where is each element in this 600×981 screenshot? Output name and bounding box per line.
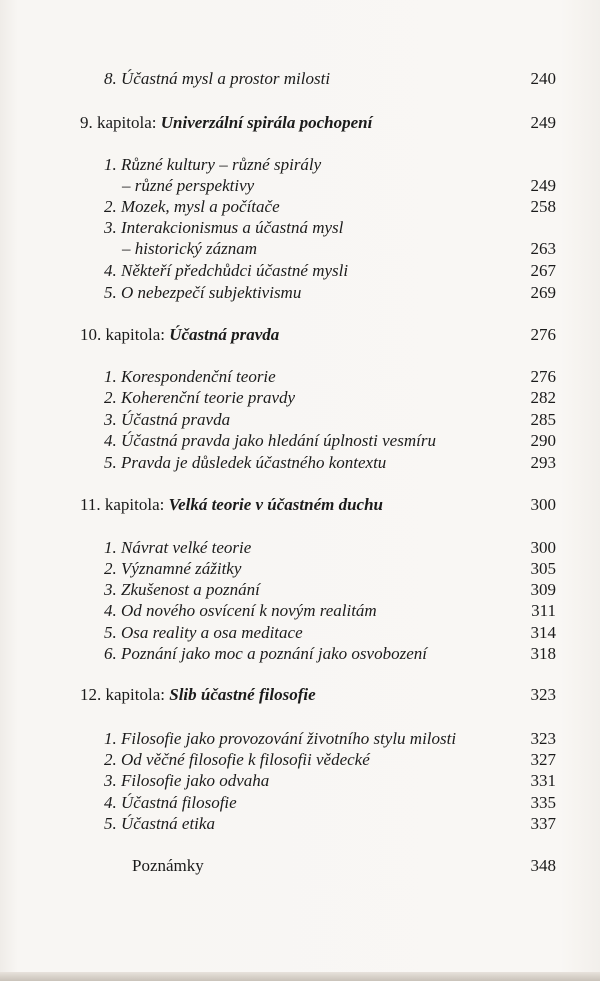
toc-entry-title: 3. Účastná pravda xyxy=(104,410,231,429)
toc-page-number: 337 xyxy=(530,814,556,833)
toc-entry xyxy=(0,68,600,90)
toc-page-number: 305 xyxy=(530,559,556,578)
toc-page-number: 293 xyxy=(530,453,556,472)
toc-page-number: 249 xyxy=(530,176,556,195)
toc-page-number: 267 xyxy=(530,261,556,280)
toc-entry xyxy=(0,643,600,665)
toc-page-number: 290 xyxy=(530,431,556,450)
toc-entry xyxy=(0,260,600,282)
chapter-label: 9. kapitola: xyxy=(80,113,161,132)
chapter-title: Slib účastné filosofie xyxy=(169,685,316,704)
toc-entry-title: 2. Významné zážitky xyxy=(104,559,242,578)
toc-entry xyxy=(0,282,600,304)
toc-entry xyxy=(0,770,600,792)
page-bottom-edge xyxy=(0,972,600,981)
toc-entry-title: 4. Účastná pravda jako hledání úplnosti vesmíru xyxy=(104,431,436,450)
toc-entry-title: 8. Účastná mysl a prostor milosti xyxy=(104,69,331,88)
toc-entry xyxy=(0,579,600,601)
toc-entry xyxy=(0,600,600,622)
toc-page-number: 269 xyxy=(530,283,556,302)
toc-entry xyxy=(0,366,600,388)
toc-entry xyxy=(0,728,600,750)
toc-page-number: 331 xyxy=(530,771,556,790)
toc-entry-title: Poznámky xyxy=(132,856,204,875)
toc-entry xyxy=(0,749,600,771)
toc-entry-title: 4. Někteří předchůdci účastné mysli xyxy=(104,261,349,280)
toc-page-number: 314 xyxy=(530,623,556,642)
toc-entry-title: – historický záznam xyxy=(122,239,258,258)
toc-entry xyxy=(0,196,600,218)
toc-entry-title: – různé perspektivy xyxy=(122,176,255,195)
toc-entry xyxy=(0,452,600,474)
toc-entry-title: 2. Od věčné filosofie k filosofii vědecké xyxy=(104,750,370,769)
toc-page-number: 309 xyxy=(530,580,556,599)
toc-chapter-heading xyxy=(0,112,600,134)
toc-notes-entry xyxy=(0,855,600,877)
toc-entry-title: 1. Filosofie jako provozování životního stylu milosti xyxy=(104,729,457,748)
toc-page-number: 323 xyxy=(530,685,556,704)
toc-page-number: 285 xyxy=(530,410,556,429)
toc-page-number: 258 xyxy=(530,197,556,216)
toc-entry-title: 6. Poznání jako moc a poznání jako osvobození xyxy=(104,644,427,663)
toc-page-number: 300 xyxy=(530,538,556,557)
toc-entry-title: 2. Mozek, mysl a počítače xyxy=(104,197,280,216)
toc-chapter-heading xyxy=(0,684,600,706)
toc-entry-title: 1. Návrat velké teorie xyxy=(104,538,252,557)
toc-entry-continuation xyxy=(0,238,600,260)
toc-entry-title: 1. Různé kultury – různé spirály xyxy=(104,155,322,174)
toc-entry-title: 5. O nebezpečí subjektivismu xyxy=(104,283,302,302)
toc-page-number: 240 xyxy=(530,69,556,88)
toc-page-number: 249 xyxy=(530,113,556,132)
toc-entry xyxy=(0,154,600,176)
toc-entry xyxy=(0,217,600,239)
toc-chapter-heading xyxy=(0,494,600,516)
chapter-label: 11. kapitola: xyxy=(80,495,169,514)
toc-entry-title: 4. Od nového osvícení k novým realitám xyxy=(104,601,377,620)
toc-page-number: 311 xyxy=(531,601,556,620)
toc-page-number: 276 xyxy=(530,325,556,344)
toc-page-number: 323 xyxy=(530,729,556,748)
toc-entry-title: 3. Interakcionismus a účastná mysl xyxy=(104,218,344,237)
toc-entry xyxy=(0,813,600,835)
toc-entry xyxy=(0,537,600,559)
chapter-label: 12. kapitola: xyxy=(80,685,170,704)
toc-page-number: 263 xyxy=(530,239,556,258)
chapter-label: 10. kapitola: xyxy=(80,325,170,344)
toc-page-number: 335 xyxy=(530,793,556,812)
toc-entry xyxy=(0,430,600,452)
toc-page-number: 300 xyxy=(530,495,556,514)
toc-page-number: 276 xyxy=(530,367,556,386)
toc-entry-title: 2. Koherenční teorie pravdy xyxy=(104,388,296,407)
toc-page-number: 348 xyxy=(530,856,556,875)
toc-entry xyxy=(0,558,600,580)
toc-entry-title: 5. Účastná etika xyxy=(104,814,215,833)
toc-page-number: 327 xyxy=(530,750,556,769)
toc-entry-title: 5. Pravda je důsledek účastného kontextu xyxy=(104,453,387,472)
toc-entry xyxy=(0,387,600,409)
toc-entry-title: 5. Osa reality a osa meditace xyxy=(104,623,303,642)
chapter-title: Univerzální spirála pochopení xyxy=(160,113,373,132)
chapter-title: Účastná pravda xyxy=(169,325,280,344)
toc-entry-title: 3. Filosofie jako odvaha xyxy=(104,771,270,790)
toc-entry-title: 4. Účastná filosofie xyxy=(104,793,237,812)
toc-entry xyxy=(0,792,600,814)
toc-chapter-heading xyxy=(0,324,600,346)
toc-entry xyxy=(0,622,600,644)
toc-entry xyxy=(0,409,600,431)
toc-page-number: 318 xyxy=(530,644,556,663)
chapter-title: Velká teorie v účastném duchu xyxy=(168,495,384,514)
toc-entry-title: 1. Korespondenční teorie xyxy=(104,367,276,386)
toc-page-number: 282 xyxy=(530,388,556,407)
toc-entry-title: 3. Zkušenost a poznání xyxy=(104,580,260,599)
toc-entry-continuation xyxy=(0,175,600,197)
